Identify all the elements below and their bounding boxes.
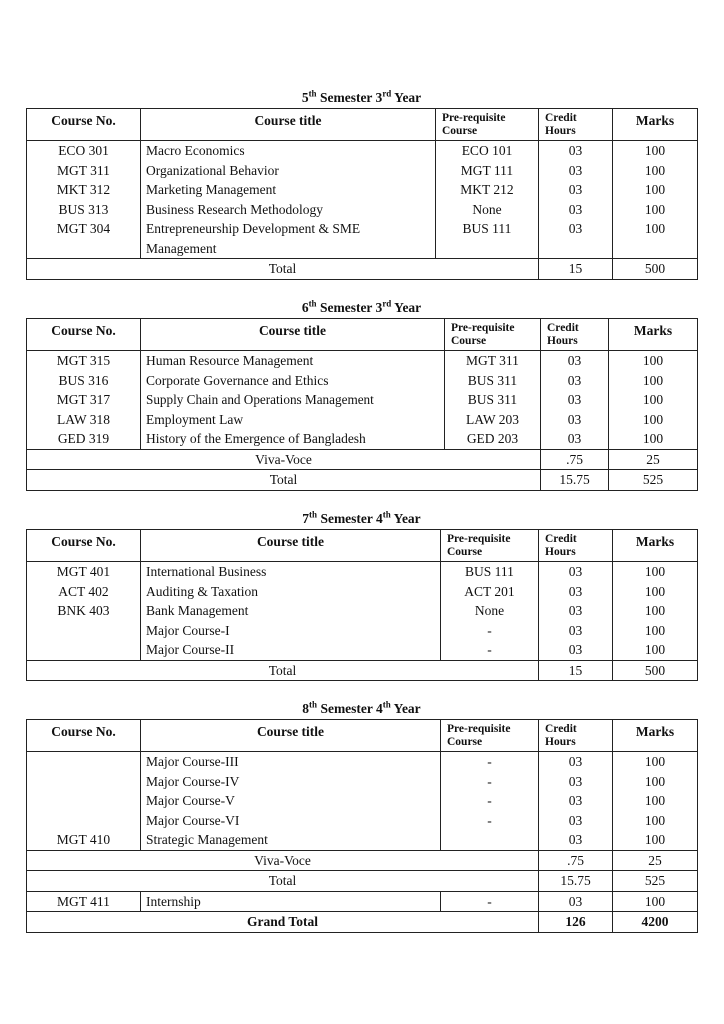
marks: 100 bbox=[613, 791, 698, 811]
course-no: GED 319 bbox=[27, 429, 141, 449]
table-row bbox=[27, 752, 698, 772]
table-row bbox=[27, 200, 698, 220]
semester-8-table bbox=[26, 719, 698, 933]
prerequisite: - bbox=[441, 640, 539, 660]
header-course-no: Course No. bbox=[27, 319, 141, 351]
table-row bbox=[27, 180, 698, 200]
course-no: MGT 411 bbox=[27, 891, 141, 912]
total-label: Total bbox=[27, 660, 539, 681]
marks: 100 bbox=[613, 811, 698, 831]
grand-total-credit: 126 bbox=[539, 912, 613, 933]
prerequisite: MGT 111 bbox=[436, 161, 539, 181]
header-credit-hours: Credit Hours bbox=[539, 720, 613, 752]
total-credit: 15 bbox=[539, 660, 613, 681]
prerequisite: None bbox=[436, 200, 539, 220]
table-header-row bbox=[27, 319, 698, 351]
header-marks: Marks bbox=[613, 720, 698, 752]
course-title: Business Research Methodology bbox=[141, 200, 436, 220]
table-row bbox=[27, 410, 698, 430]
course-title: Organizational Behavior bbox=[141, 161, 436, 181]
credit-hours: 03 bbox=[539, 582, 613, 602]
credit-hours: 03 bbox=[539, 891, 613, 912]
course-title: Entrepreneurship Development & SME Management bbox=[141, 219, 436, 259]
header-prerequisite: Pre-requisite Course bbox=[445, 319, 541, 351]
table-row bbox=[27, 830, 698, 850]
table-row bbox=[27, 219, 698, 259]
course-no: BUS 313 bbox=[27, 200, 141, 220]
semester-7-title: 7th Semester 4th Year bbox=[302, 509, 421, 526]
semester-7-table bbox=[26, 529, 698, 681]
course-no bbox=[27, 772, 141, 792]
credit-hours: 03 bbox=[539, 621, 613, 641]
table-row bbox=[27, 640, 698, 660]
marks: 100 bbox=[613, 200, 698, 220]
table-row bbox=[27, 429, 698, 449]
header-marks: Marks bbox=[609, 319, 698, 351]
marks: 100 bbox=[613, 830, 698, 850]
total-row bbox=[27, 660, 698, 681]
prerequisite: - bbox=[441, 891, 539, 912]
total-credit: 15.75 bbox=[539, 871, 613, 892]
prerequisite: ACT 201 bbox=[441, 582, 539, 602]
table-row bbox=[27, 141, 698, 161]
total-credit: 15.75 bbox=[541, 470, 609, 491]
header-credit-hours: Credit Hours bbox=[539, 530, 613, 562]
marks: 100 bbox=[609, 371, 698, 391]
course-title: Macro Economics bbox=[141, 141, 436, 161]
marks: 100 bbox=[609, 351, 698, 371]
viva-voce-credit: .75 bbox=[541, 449, 609, 470]
table-row bbox=[27, 562, 698, 582]
prerequisite: GED 203 bbox=[445, 429, 541, 449]
marks: 100 bbox=[613, 601, 698, 621]
course-no bbox=[27, 811, 141, 831]
header-marks: Marks bbox=[613, 530, 698, 562]
header-credit-hours: Credit Hours bbox=[541, 319, 609, 351]
marks: 100 bbox=[613, 219, 698, 259]
header-prerequisite: Pre-requisite Course bbox=[441, 720, 539, 752]
prerequisite: BUS 111 bbox=[441, 562, 539, 582]
total-row bbox=[27, 470, 698, 491]
credit-hours: 03 bbox=[539, 640, 613, 660]
table-row bbox=[27, 772, 698, 792]
table-row bbox=[27, 791, 698, 811]
prerequisite: - bbox=[441, 811, 539, 831]
viva-voce-row bbox=[27, 449, 698, 470]
marks: 100 bbox=[613, 891, 698, 912]
credit-hours: 03 bbox=[539, 830, 613, 850]
header-prerequisite: Pre-requisite Course bbox=[441, 530, 539, 562]
header-course-no: Course No. bbox=[27, 530, 141, 562]
course-title: Auditing & Taxation bbox=[141, 582, 441, 602]
credit-hours: 03 bbox=[541, 371, 609, 391]
course-title: Major Course-IV bbox=[141, 772, 441, 792]
credit-hours: 03 bbox=[539, 562, 613, 582]
table-row bbox=[27, 390, 698, 410]
semester-5-title: 5th Semester 3rd Year bbox=[301, 88, 422, 105]
semester-6-table bbox=[26, 318, 698, 491]
course-no: MGT 311 bbox=[27, 161, 141, 181]
total-label: Total bbox=[27, 470, 541, 491]
prerequisite bbox=[441, 830, 539, 850]
prerequisite: MKT 212 bbox=[436, 180, 539, 200]
course-no: BUS 316 bbox=[27, 371, 141, 391]
credit-hours: 03 bbox=[539, 219, 613, 259]
grand-total-row bbox=[27, 912, 698, 933]
internship-row bbox=[27, 891, 698, 912]
course-no bbox=[27, 752, 141, 772]
table-row bbox=[27, 621, 698, 641]
semester-6-section bbox=[26, 298, 697, 491]
prerequisite: BUS 311 bbox=[445, 390, 541, 410]
marks: 100 bbox=[613, 640, 698, 660]
course-no: MGT 304 bbox=[27, 219, 141, 259]
header-course-no: Course No. bbox=[27, 109, 141, 141]
prerequisite: BUS 111 bbox=[436, 219, 539, 259]
prerequisite: - bbox=[441, 621, 539, 641]
header-course-no: Course No. bbox=[27, 720, 141, 752]
credit-hours: 03 bbox=[539, 141, 613, 161]
prerequisite: ECO 101 bbox=[436, 141, 539, 161]
marks: 100 bbox=[613, 180, 698, 200]
marks: 100 bbox=[609, 410, 698, 430]
course-title: Marketing Management bbox=[141, 180, 436, 200]
course-title: Internship bbox=[141, 891, 441, 912]
semester-5-table bbox=[26, 108, 698, 280]
total-row bbox=[27, 259, 698, 280]
total-marks: 525 bbox=[613, 871, 698, 892]
course-title: History of the Emergence of Bangladesh bbox=[141, 429, 445, 449]
credit-hours: 03 bbox=[541, 429, 609, 449]
table-row bbox=[27, 371, 698, 391]
course-no: MKT 312 bbox=[27, 180, 141, 200]
semester-6-title: 6th Semester 3rd Year bbox=[301, 298, 422, 315]
credit-hours: 03 bbox=[541, 390, 609, 410]
viva-voce-row bbox=[27, 850, 698, 871]
marks: 100 bbox=[609, 429, 698, 449]
semester-5-section bbox=[26, 88, 697, 280]
total-row bbox=[27, 871, 698, 892]
credit-hours: 03 bbox=[541, 410, 609, 430]
header-course-title: Course title bbox=[141, 109, 436, 141]
course-no: ACT 402 bbox=[27, 582, 141, 602]
marks: 100 bbox=[613, 621, 698, 641]
semester-7-section bbox=[26, 509, 697, 681]
marks: 100 bbox=[613, 582, 698, 602]
course-no: MGT 317 bbox=[27, 390, 141, 410]
marks: 100 bbox=[613, 141, 698, 161]
total-label: Total bbox=[27, 871, 539, 892]
prerequisite: - bbox=[441, 791, 539, 811]
table-header-row bbox=[27, 109, 698, 141]
prerequisite: None bbox=[441, 601, 539, 621]
course-no: LAW 318 bbox=[27, 410, 141, 430]
grand-total-label: Grand Total bbox=[27, 912, 539, 933]
course-title: Major Course-II bbox=[141, 640, 441, 660]
marks: 100 bbox=[613, 161, 698, 181]
course-no: MGT 315 bbox=[27, 351, 141, 371]
viva-voce-marks: 25 bbox=[613, 850, 698, 871]
semester-8-section bbox=[26, 699, 697, 933]
course-no: MGT 410 bbox=[27, 830, 141, 850]
table-row bbox=[27, 601, 698, 621]
course-title: Corporate Governance and Ethics bbox=[141, 371, 445, 391]
marks: 100 bbox=[609, 390, 698, 410]
credit-hours: 03 bbox=[539, 772, 613, 792]
credit-hours: 03 bbox=[539, 752, 613, 772]
course-title: Bank Management bbox=[141, 601, 441, 621]
course-title: Human Resource Management bbox=[141, 351, 445, 371]
course-no bbox=[27, 640, 141, 660]
prerequisite: - bbox=[441, 772, 539, 792]
viva-voce-marks: 25 bbox=[609, 449, 698, 470]
credit-hours: 03 bbox=[541, 351, 609, 371]
credit-hours: 03 bbox=[539, 811, 613, 831]
header-course-title: Course title bbox=[141, 720, 441, 752]
header-course-title: Course title bbox=[141, 530, 441, 562]
prerequisite: LAW 203 bbox=[445, 410, 541, 430]
course-no bbox=[27, 791, 141, 811]
viva-voce-label: Viva-Voce bbox=[27, 449, 541, 470]
credit-hours: 03 bbox=[539, 161, 613, 181]
table-row bbox=[27, 161, 698, 181]
table-row bbox=[27, 351, 698, 371]
course-title: International Business bbox=[141, 562, 441, 582]
table-row bbox=[27, 582, 698, 602]
total-credit: 15 bbox=[539, 259, 613, 280]
viva-voce-credit: .75 bbox=[539, 850, 613, 871]
course-title: Employment Law bbox=[141, 410, 445, 430]
marks: 100 bbox=[613, 752, 698, 772]
course-title: Strategic Management bbox=[141, 830, 441, 850]
course-no: MGT 401 bbox=[27, 562, 141, 582]
course-no bbox=[27, 621, 141, 641]
credit-hours: 03 bbox=[539, 791, 613, 811]
header-course-title: Course title bbox=[141, 319, 445, 351]
total-marks: 500 bbox=[613, 660, 698, 681]
course-title: Major Course-VI bbox=[141, 811, 441, 831]
marks: 100 bbox=[613, 562, 698, 582]
credit-hours: 03 bbox=[539, 180, 613, 200]
course-no: ECO 301 bbox=[27, 141, 141, 161]
viva-voce-label: Viva-Voce bbox=[27, 850, 539, 871]
header-prerequisite: Pre-requisite Course bbox=[436, 109, 539, 141]
course-title: Supply Chain and Operations Management bbox=[141, 390, 445, 410]
grand-total-marks: 4200 bbox=[613, 912, 698, 933]
total-label: Total bbox=[27, 259, 539, 280]
course-title: Major Course-V bbox=[141, 791, 441, 811]
marks: 100 bbox=[613, 772, 698, 792]
table-header-row bbox=[27, 530, 698, 562]
table-header-row bbox=[27, 720, 698, 752]
header-credit-hours: Credit Hours bbox=[539, 109, 613, 141]
course-no: BNK 403 bbox=[27, 601, 141, 621]
credit-hours: 03 bbox=[539, 601, 613, 621]
table-row bbox=[27, 811, 698, 831]
prerequisite: MGT 311 bbox=[445, 351, 541, 371]
semester-8-title: 8th Semester 4th Year bbox=[302, 699, 421, 716]
total-marks: 525 bbox=[609, 470, 698, 491]
total-marks: 500 bbox=[613, 259, 698, 280]
credit-hours: 03 bbox=[539, 200, 613, 220]
prerequisite: - bbox=[441, 752, 539, 772]
header-marks: Marks bbox=[613, 109, 698, 141]
course-title: Major Course-III bbox=[141, 752, 441, 772]
course-title: Major Course-I bbox=[141, 621, 441, 641]
prerequisite: BUS 311 bbox=[445, 371, 541, 391]
